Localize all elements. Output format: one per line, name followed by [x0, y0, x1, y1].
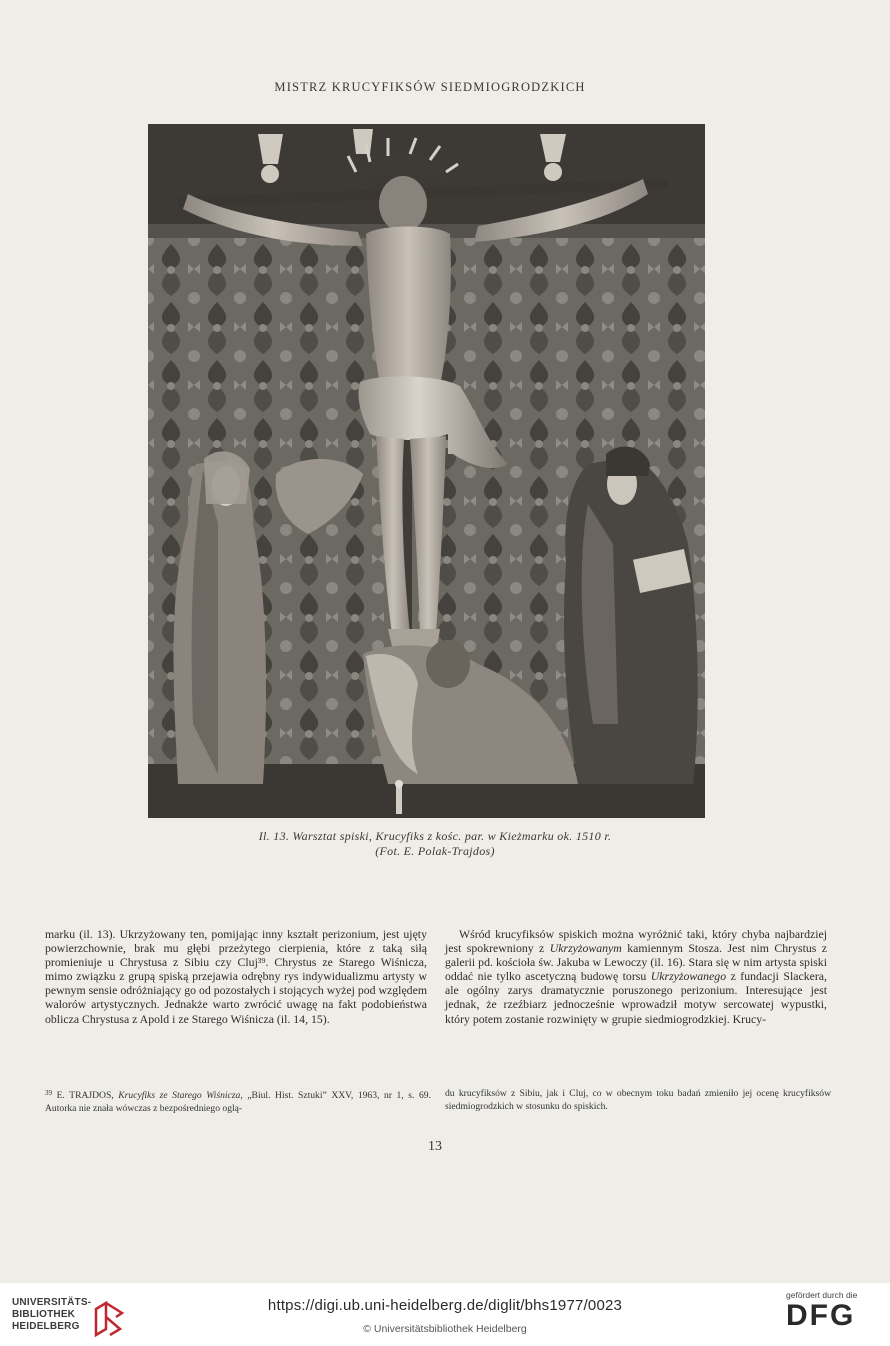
logo-line: BIBLIOTHEK	[12, 1309, 76, 1320]
page-number: 13	[428, 1139, 442, 1154]
figure-caption	[0, 829, 870, 859]
copyright-notice: © Universitätsbibliothek Heidelberg	[363, 1323, 527, 1335]
italic-term: Ukrzyżowanego	[650, 969, 727, 984]
dfg-logo: DFG	[786, 1299, 856, 1332]
paragraph-right	[445, 927, 827, 1026]
body-column-left	[45, 927, 427, 1026]
footnote-number: 39	[45, 1089, 52, 1097]
permalink-url[interactable]: https://digi.ub.uni-heidelberg.de/diglit/bhs1977/0023	[267, 1297, 623, 1314]
body-column-right	[445, 927, 827, 1026]
caption-line-1: Il. 13. Warsztat spiski, Krucyfiks z kośc. par. w Kieżmarku ok. 1510 r.	[258, 829, 612, 843]
text-run: z fundacji Slackera, ale ogólny zarys dramatycznie poruszonego perizonium. Interesujące jest jednak, że rzeźbiarz jednocześnie wprowadził motyw sercowatej wypustki, który potem zostanie rozwinięty w grupie siedmiogrodzkiej. Krucy-	[445, 969, 827, 1026]
caption-line-2: (Fot. E. Polak-Trajdos)	[375, 844, 495, 858]
paragraph-left: marku (il. 13). Ukrzyżowany ten, pomijając inny kształt perizonium, jest ujęty powierzchownie, brak mu głębi przeżytego cierpienia, które z taką siłą promieniuje u Chrystusa z Sibiu czy Cluj³⁹. Chrystus ze Starego Wiśnicza, mimo związku z grupą spiską przejawia odrębny rys indywidualizmu artysty w pewnym sensie odróżniający go od pozostałych i stojących wyżej pod względem walorów artystycznych. Jednakże warto zwrócić uwagę na fakt podobieństwa oblicza Chrystusa z Apold i ze Starego Wiśnicza (il. 14, 15).	[45, 927, 427, 1026]
footnote-continuation: du krucyfiksów z Sibiu, jak i Cluj, co w obecnym toku badań zmieniło jej ocenę krucyfiksów siedmiogrodzkich w stosunku do spiskich.	[445, 1088, 831, 1112]
footnote-left	[45, 1087, 431, 1115]
dfg-funding-badge[interactable]	[786, 1290, 876, 1331]
logo-line: HEIDELBERG	[12, 1321, 80, 1332]
viewer-footer	[0, 1283, 890, 1346]
text-run: Wśród krucyfiksów spiskich można wyróżnić taki, który chyba najbardziej jest spokrewniony z	[445, 927, 827, 956]
logo-line: UNIVERSITÄTS-	[12, 1297, 92, 1308]
footnote-right	[445, 1087, 831, 1113]
running-head: MISTRZ KRUCYFIKSÓW SIEDMIOGRODZKICH	[274, 80, 586, 94]
footnote-text: „Biul. Hist. Sztuki” XXV, 1963, nr 1, s. 69. Autorka nie znała wówczas z bezpośredniego oglą-	[45, 1090, 431, 1114]
crucifix-photograph	[148, 124, 705, 818]
footnote-author: E. TRAJDOS,	[56, 1090, 119, 1101]
footnote-title: Krucyfiks ze Starego Wiśnicza,	[118, 1090, 243, 1101]
dfg-label: gefördert durch die	[786, 1290, 858, 1300]
italic-term: Ukrzyżowanym	[549, 941, 622, 956]
text-run: kamiennym Stosza. Jest nim Chrystus z galerii pd. kościoła św. Jakuba w Lewoczy (il. 16). Stara się w nim artysta spiski oddać nie tylko ascetyczną budowę torsu	[445, 941, 827, 984]
